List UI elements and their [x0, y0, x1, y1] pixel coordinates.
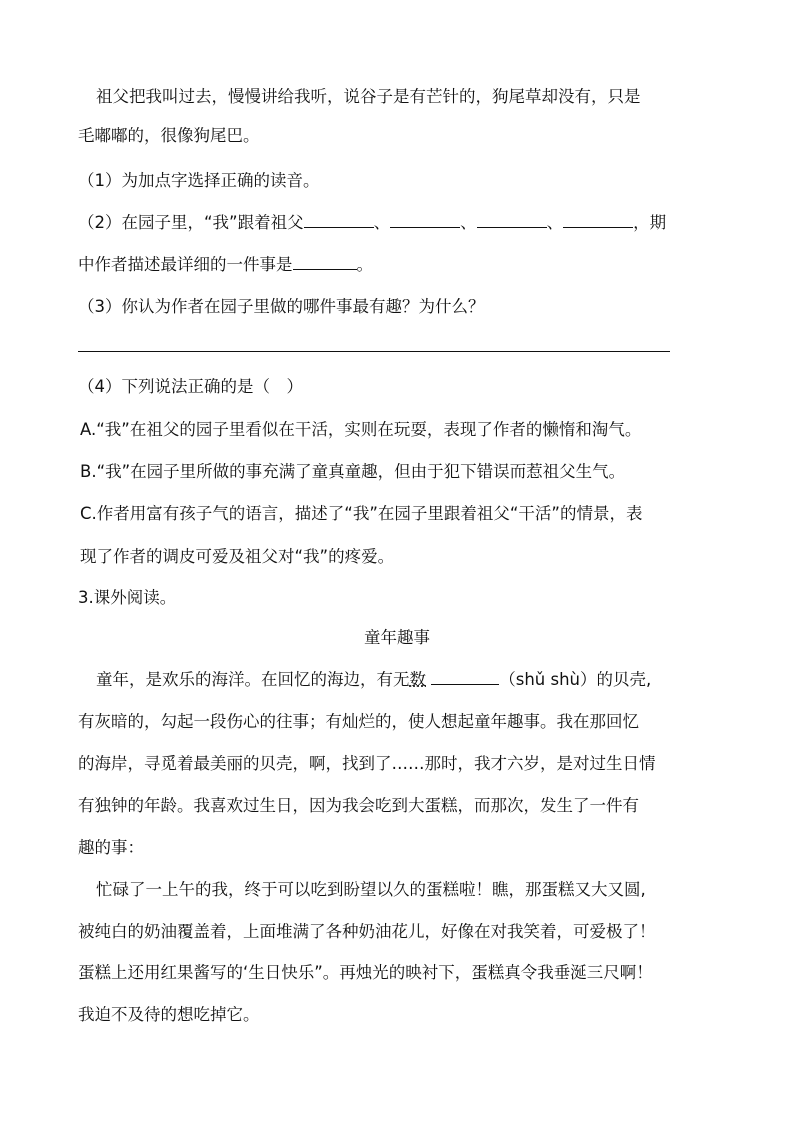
separator: 、 [460, 213, 477, 232]
separator: 、 [373, 213, 391, 232]
paragraph-2-line-2: 被纯白的奶油覆盖着，上面堆满了各种奶油花儿，好像在对我笑着，可爱极了！ [78, 922, 656, 941]
paragraph-1-line-2: 有灰暗的，勾起一段伤心的往事；有灿烂的，使人想起童年趣事。我在那回忆 [78, 712, 639, 731]
option-c-line-1: C.作者用富有孩子气的语言，描述了“我”在园子里跟着祖父“干活”的情景，表 [80, 504, 643, 523]
paragraph-1-line-1 [96, 668, 651, 692]
separator: 、 [546, 213, 564, 232]
question-2-line-2-end: 。 [356, 255, 373, 274]
paragraph-1-text-a: 童年，是欢乐的海洋。在回忆的海边，有无 [96, 670, 410, 689]
answer-blank-3[interactable] [477, 211, 547, 228]
question-2-line-1 [78, 211, 666, 235]
question-2-line-2 [78, 253, 373, 277]
dotted-character: 数 [409, 670, 426, 689]
paragraph-2-line-1: 忙碌了一上午的我，终于可以吃到盼望以久的蛋糕啦！瞧，那蛋糕又大又圆, [96, 880, 646, 899]
answer-line[interactable] [78, 351, 670, 352]
question-2-line-2-prefix: 中作者描述最详细的一件事是 [78, 255, 293, 274]
question-2-end: ，期 [633, 213, 667, 232]
answer-blank-5[interactable] [293, 253, 357, 270]
paragraph-2-line-4: 我迫不及待的想吃掉它。 [78, 1005, 260, 1024]
article-title: 童年趣事 [364, 628, 430, 647]
section-3-heading: 3.课外阅读。 [78, 588, 177, 607]
passage-line-2: 毛嘟嘟的，很像狗尾巴。 [78, 126, 260, 145]
option-c-line-2: 现了作者的调皮可爱及祖父对“我”的疼爱。 [80, 547, 395, 566]
answer-blank-1[interactable] [304, 211, 374, 228]
question-1: （1）为加点字选择正确的读音。 [78, 171, 320, 190]
paragraph-1-line-5: 趣的事： [78, 838, 144, 857]
question-3: （3）你认为作者在园子里做的哪件事最有趣？为什么？ [78, 297, 485, 316]
question-2-prefix: （2）在园子里，“我”跟着祖父 [78, 213, 304, 232]
paragraph-1-line-4: 有独钟的年龄。我喜欢过生日，因为我会吃到大蛋糕，而那次，发生了一件有 [78, 796, 639, 815]
passage-line-1: 祖父把我叫过去，慢慢讲给我听，说谷子是有芒针的，狗尾草却没有，只是 [96, 87, 641, 106]
answer-blank-6[interactable] [431, 668, 499, 685]
answer-blank-2[interactable] [390, 211, 460, 228]
answer-blank-4[interactable] [563, 211, 633, 228]
option-b: B.“我”在园子里所做的事充满了童真童趣，但由于犯下错误而惹祖父生气。 [80, 462, 626, 481]
option-a: A.“我”在祖父的园子里看似在干活，实则在玩耍，表现了作者的懒惰和淘气。 [80, 420, 642, 439]
paragraph-2-line-3: 蛋糕上还用红果酱写的‘生日快乐”。再烛光的映衬下，蛋糕真令我垂涎三尺啊！ [78, 963, 653, 982]
paragraph-1-text-b: （shǔ shù）的贝壳, [499, 670, 652, 689]
paragraph-1-line-3: 的海岸，寻觅着最美丽的贝壳，啊，找到了……那时，我才六岁，是对过生日情 [78, 754, 656, 773]
question-4: （4）下列说法正确的是（ ） [78, 377, 303, 396]
